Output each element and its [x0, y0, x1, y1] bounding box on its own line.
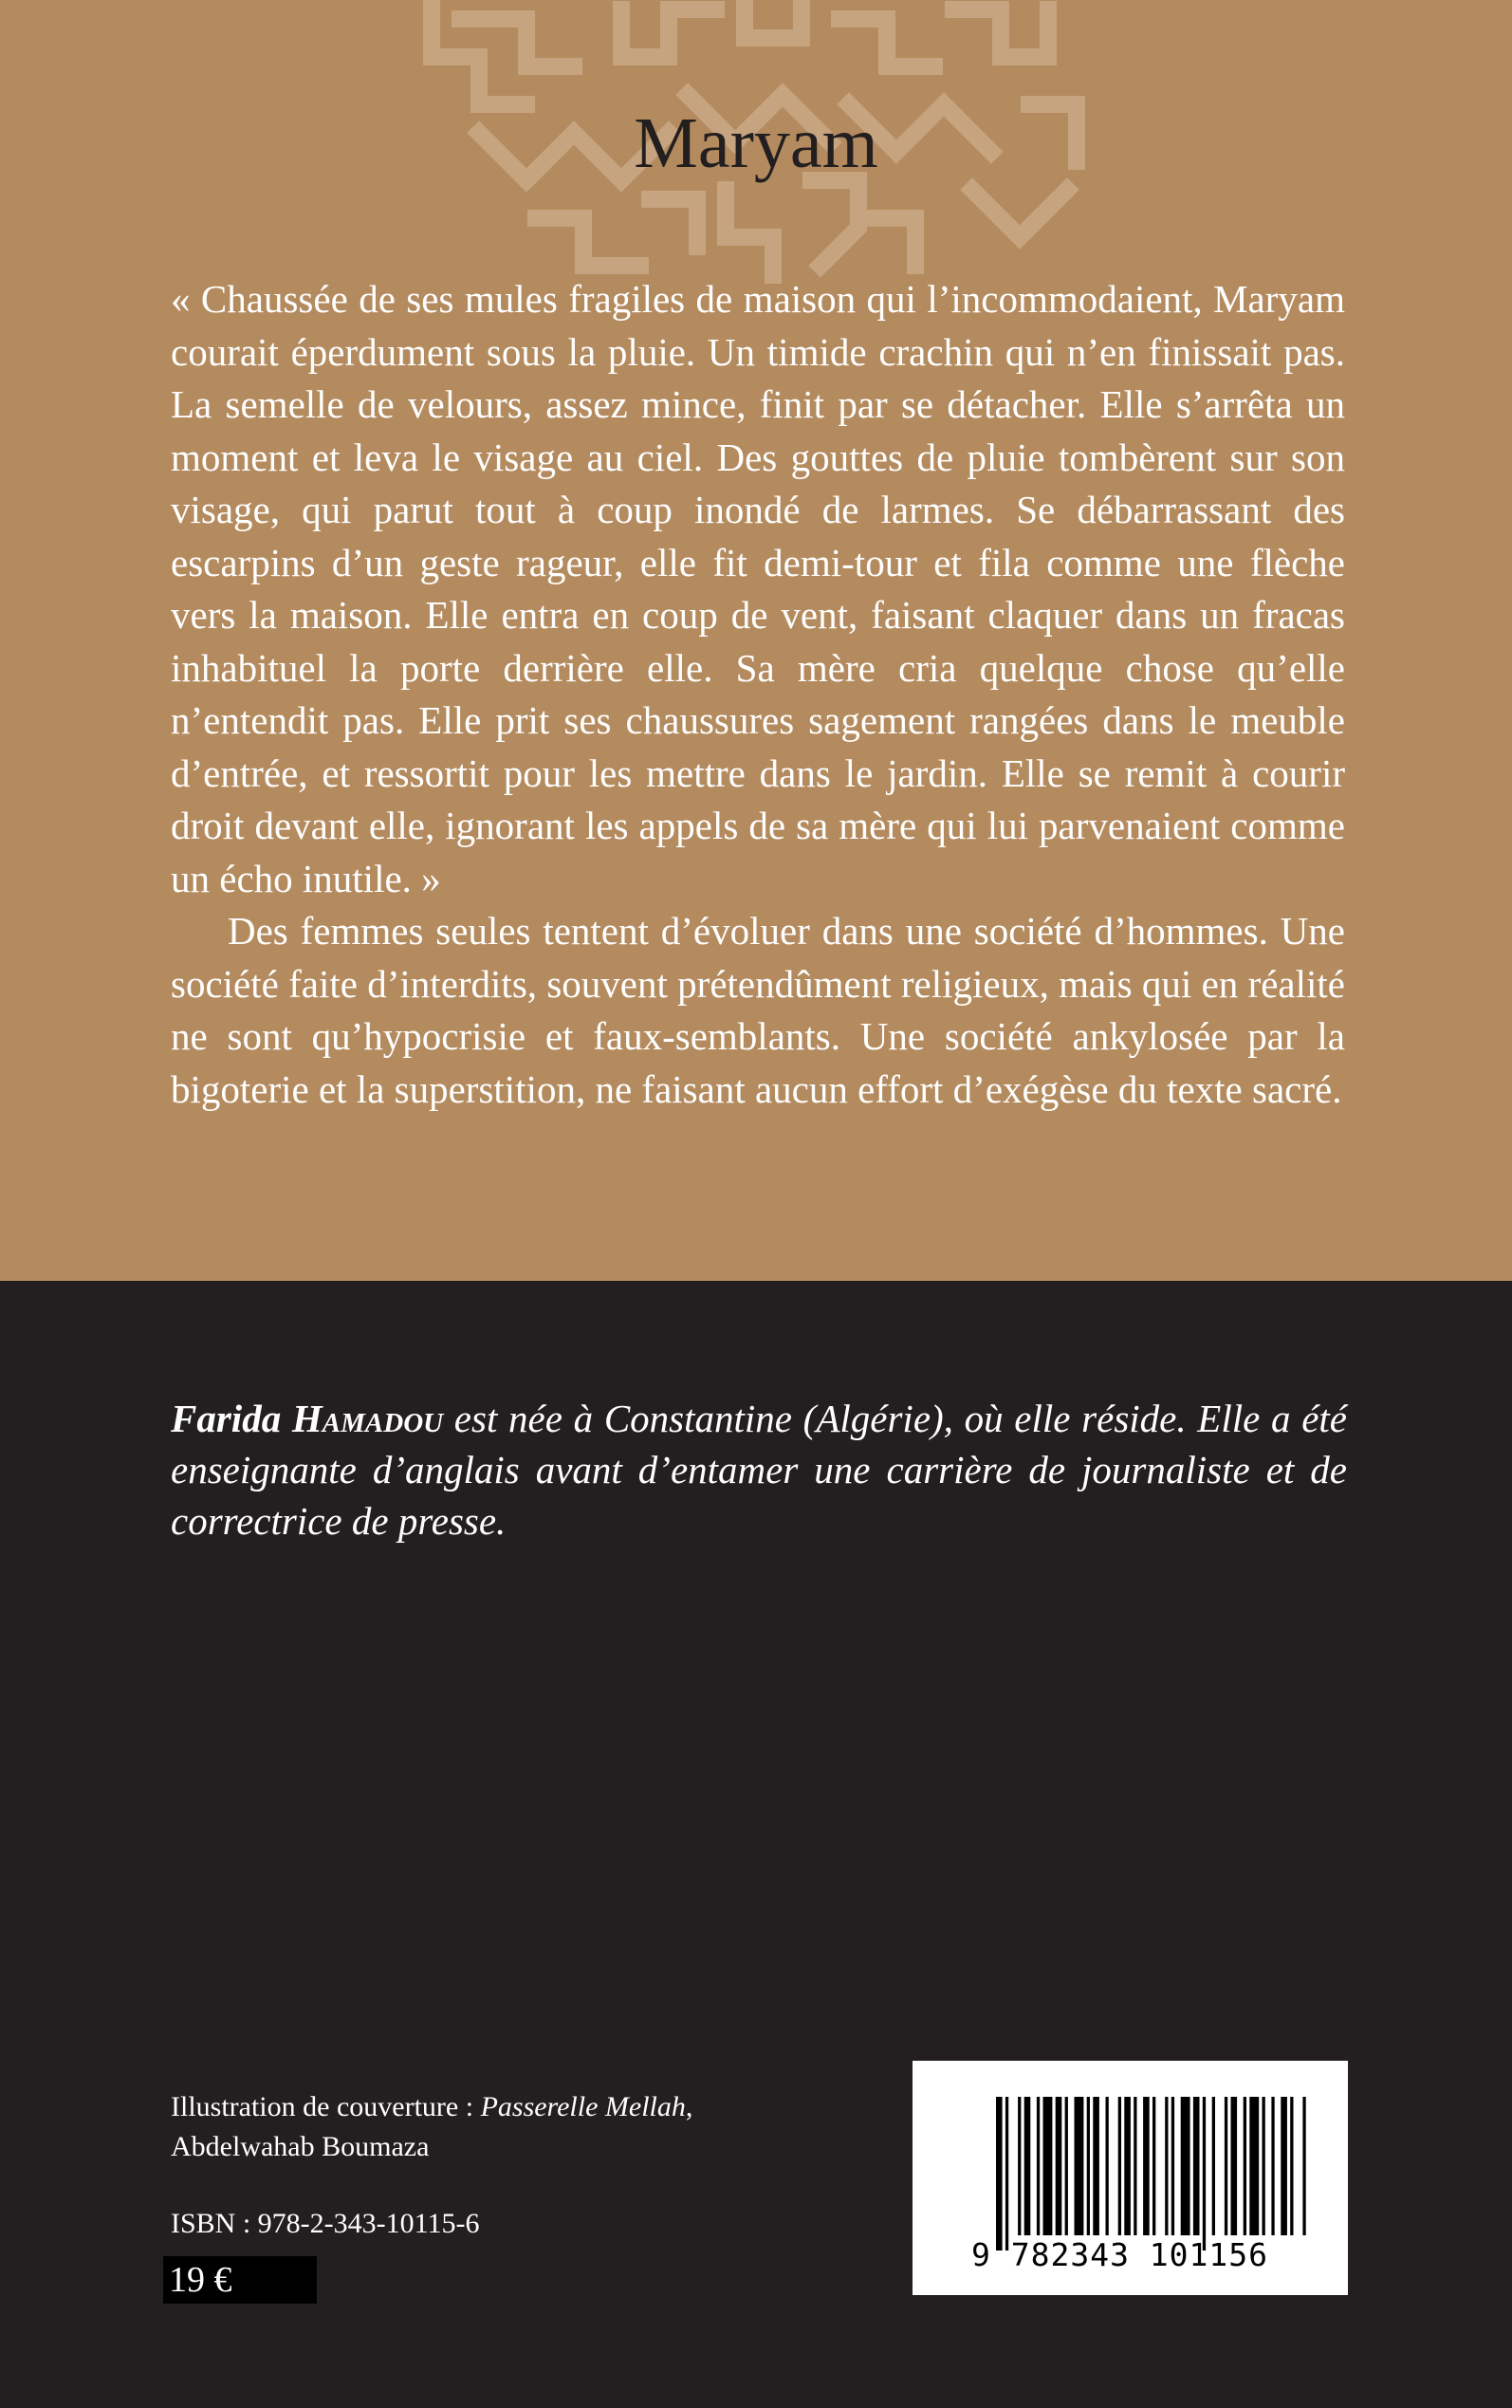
barcode-bar: [1018, 2097, 1021, 2235]
barcode-bar: [1093, 2097, 1099, 2235]
illustrator-name: Abdelwahab Boumaza: [171, 2131, 430, 2162]
illustration-label: Illustration de couverture :: [171, 2091, 481, 2122]
barcode-bar: [1302, 2097, 1305, 2235]
barcode-bar: [1087, 2097, 1090, 2235]
barcode-bar: [1124, 2097, 1131, 2235]
author-bio: [171, 1393, 1347, 1547]
summary-paragraph: Des femmes seules tentent d’évoluer dans une société d’hommes. Une société faite d’interdits, souvent prétendûment religieux, mais qui en réalité ne sont qu’hypocrisie et faux-semblants. Une société ankylosée par la bigoterie et la superstition, ne faisant aucun effort d’exégèse du texte sacré.: [171, 909, 1345, 1111]
barcode-bar: [1037, 2097, 1040, 2235]
barcode-bar: [1005, 2097, 1008, 2251]
barcode-bar: [1249, 2097, 1259, 2235]
barcode-bar: [1181, 2097, 1190, 2235]
barcode-bar: [1281, 2097, 1287, 2235]
barcode-bar: [1065, 2097, 1068, 2235]
bio-text: est née à Constantine (Algérie), où elle réside. Elle a été enseignante d’anglais avant d’entamer une carrière de journaliste et de correctrice de presse.: [171, 1397, 1347, 1543]
barcode-bar: [1165, 2097, 1168, 2235]
illustration-title: Passerelle Mellah: [480, 2091, 686, 2122]
barcode-bar: [1043, 2097, 1053, 2235]
author-first-name: Farida: [171, 1397, 282, 1440]
barcode-bar: [1193, 2097, 1200, 2235]
excerpt-paragraph: « Chaussée de ses mules fragiles de maison qui l’incommodaient, Maryam courait éperdument sous la pluie. Un timide crachin qui n’en finissait pas. La semelle de velours, assez mince, finit par se détacher. Elle s’arrêta un moment et leva le visage au ciel. Des gouttes de pluie tombèrent sur son visage, qui parut tout à coup inondé de larmes. Se débarrassant des escarpins d’un geste rageur, elle fit demi-tour et fila comme une flèche vers la maison. Elle entra en coup de vent, faisant claquer dans un fracas inhabituel la porte derrière elle. Sa mère cria quelque chose qu’elle n’entendit pas. Elle prit ses chaussures sagement rangées dans le meuble d’entrée, et ressortit pour les mettre dans le jardin. Elle se remit à courir droit devant elle, ignorant les appels de sa mère qui lui parvenaient comme un écho inutile. »: [171, 277, 1345, 900]
excerpt-block: [171, 273, 1345, 1116]
barcode-bar: [1106, 2097, 1109, 2235]
barcode-bar: [1244, 2097, 1246, 2235]
author-name: [171, 1397, 443, 1440]
illustration-separator: ,: [685, 2091, 693, 2122]
barcode-bar: [1024, 2097, 1031, 2235]
barcode-bar: [1225, 2097, 1227, 2235]
barcode-digits: 9 782343 101156: [971, 2236, 1269, 2273]
barcode-box: [913, 2061, 1348, 2295]
barcode-bar: [1263, 2097, 1265, 2235]
barcode-bar: [1231, 2097, 1238, 2235]
barcode-bar: [1290, 2097, 1293, 2235]
barcode-bar: [1143, 2097, 1150, 2235]
barcode-bar: [1171, 2097, 1174, 2235]
barcode-bar: [1212, 2097, 1215, 2235]
barcode-bar: [1118, 2097, 1121, 2235]
illustration-credit: [171, 2087, 692, 2167]
barcode-bar: [1134, 2097, 1136, 2235]
isbn: ISBN : 978-2-343-10115-6: [171, 2208, 480, 2239]
price-tag: 19 €: [163, 2256, 317, 2304]
barcode-bar: [1203, 2097, 1206, 2251]
barcode-bar: [996, 2097, 1003, 2251]
barcode-bar: [1152, 2097, 1155, 2235]
barcode-bar: [1075, 2097, 1084, 2235]
barcode-bar: [1271, 2097, 1274, 2235]
book-title: Maryam: [634, 103, 878, 183]
barcode-bar: [1056, 2097, 1062, 2235]
author-surname: Hamadou: [291, 1397, 444, 1440]
